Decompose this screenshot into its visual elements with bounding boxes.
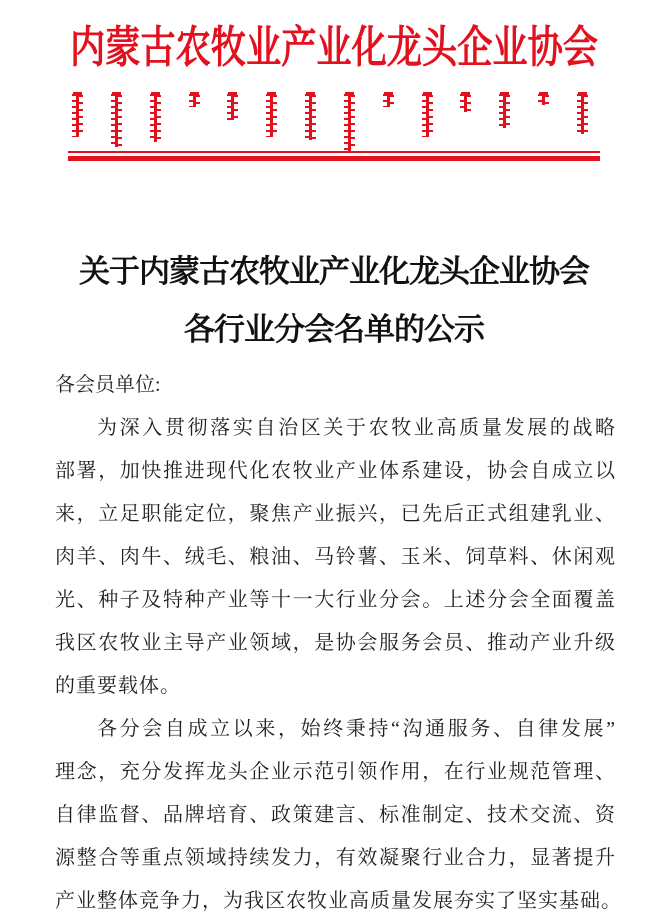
mongolian-script-column bbox=[305, 92, 316, 140]
mongolian-script-column bbox=[72, 92, 83, 137]
mongolian-script-column bbox=[344, 92, 355, 158]
mongolian-script-column bbox=[227, 92, 238, 120]
body-line: 产业整体竞争力，为我区农牧业高质量发展夯实了坚实基础。 bbox=[55, 890, 622, 912]
organization-name bbox=[0, 24, 668, 72]
document-body bbox=[55, 364, 622, 919]
mongolian-script-column bbox=[266, 92, 277, 137]
mongolian-script-column bbox=[111, 92, 122, 147]
mongolian-script-column bbox=[460, 92, 471, 112]
mongolian-script-column bbox=[383, 92, 394, 107]
letterhead-red-rule bbox=[68, 151, 600, 161]
body-line: 各分会自成立以来，始终秉持“沟通服务、自律发展” bbox=[97, 718, 615, 740]
mongolian-script-column bbox=[189, 92, 200, 107]
document-title-line1: 关于内蒙古农牧业产业化龙头企业协会 bbox=[79, 254, 589, 289]
mongolian-script-column bbox=[577, 92, 588, 134]
mongolian-script-column bbox=[422, 92, 433, 137]
body-line: 的重要载体。 bbox=[55, 675, 181, 697]
salutation: 各会员单位: bbox=[55, 374, 161, 396]
body-line: 部署，加快推进现代化农牧业产业体系建设，协会自成立以 bbox=[55, 460, 615, 482]
body-paragraphs bbox=[55, 407, 622, 919]
document-title-line2: 各行业分会名单的公示 bbox=[184, 312, 484, 347]
body-line: 理念，充分发挥龙头企业示范引领作用，在行业规范管理、 bbox=[55, 761, 615, 783]
body-line: 为深入贯彻落实自治区关于农牧业高质量发展的战略 bbox=[97, 417, 615, 439]
body-line: 肉羊、肉牛、绒毛、粮油、马铃薯、玉米、饲草料、休闲观 bbox=[55, 546, 615, 568]
document-title bbox=[0, 253, 668, 349]
mongolian-script-column bbox=[499, 92, 510, 128]
body-line: 光、种子及特种产业等十一大行业分会。上述分会全面覆盖 bbox=[55, 589, 615, 611]
mongolian-script-column bbox=[538, 92, 549, 105]
organization-name-text: 内蒙古农牧业产业化龙头企业协会 bbox=[70, 23, 598, 72]
letterhead bbox=[0, 0, 668, 165]
body-line: 来，立足职能定位，聚焦产业振兴，已先后正式组建乳业、 bbox=[55, 503, 615, 525]
body-line: 源整合等重点领域持续发力，有效凝聚行业合力，显著提升 bbox=[55, 847, 615, 869]
mongolian-script-column bbox=[150, 92, 161, 142]
body-line: 自律监督、品牌培育、政策建言、标准制定、技术交流、资 bbox=[55, 804, 615, 826]
mongolian-script-row bbox=[72, 92, 588, 160]
body-line: 我区农牧业主导产业领域，是协会服务会员、推动产业升级 bbox=[55, 632, 615, 654]
